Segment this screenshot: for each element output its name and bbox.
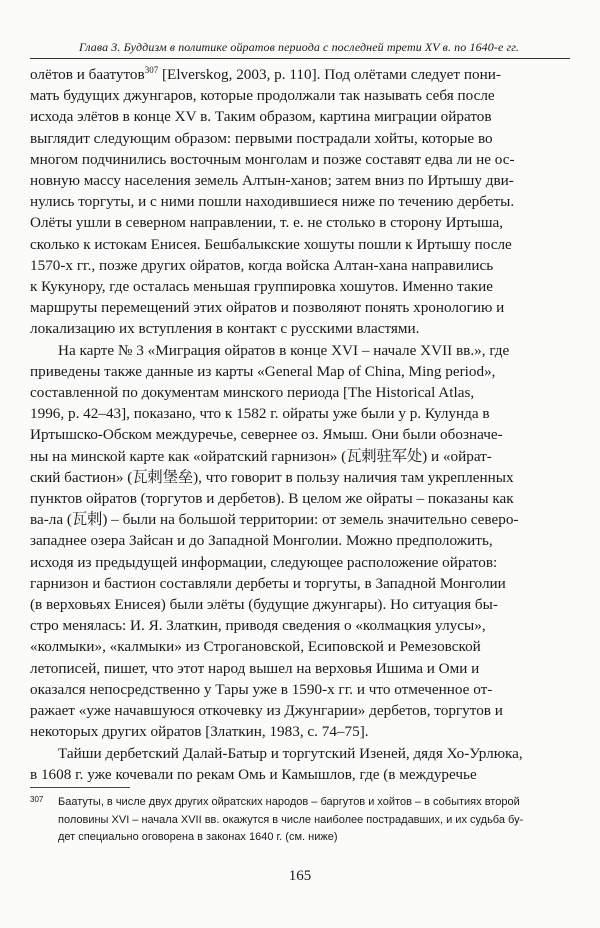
footnote (30, 794, 568, 847)
text-line: локализацию их вступления в контакт с русскими властями. (30, 320, 420, 338)
text-line: многом подчинились восточным монголам и позже составят едва ли не ос- (30, 150, 515, 168)
footnote-line: половины XVI – начала XVII вв. окажутся в числе наиболее пострадавших, и их судьба бу- (58, 813, 524, 826)
footnote-line: дет специально оговорена в законах 1640 г. (см. ниже) (58, 831, 338, 843)
text-line: нулись торгуты, и с ними пошли находившиеся ниже по течению дербеты. (30, 193, 515, 211)
text-line: оказался непосредственно у Тары уже в 1590-х гг. и что отмеченное от- (30, 680, 493, 698)
text-line: сколько к истокам Енисея. Бешбалыкские хошуты пошли к Иртышу после (30, 235, 512, 253)
text-line: Тайши дербетский Далай-Батыр и торгутский Изеней, дядя Хо-Урлюка, (58, 744, 523, 762)
text-line: На карте № 3 «Миграция ойратов в конце XVI – начале XVII вв.», где (58, 341, 510, 359)
footnote-ref: 307 (144, 64, 159, 75)
text-line: к Кукунору, где осталась меньшая группировка хошутов. Именно такие (30, 278, 493, 296)
text-line: ражает «уже начавшуюся откочевку из Джунгарии» дербетов, торгутов и (30, 702, 503, 720)
text-line: гарнизон и бастион составляли дербеты и торгуты, в Западной Монголии (30, 574, 506, 592)
text-line: ны на минской карте как «ойратский гарнизон» (瓦剌驻军处) и «ойрат- (30, 447, 492, 465)
paragraph-2 (30, 340, 570, 743)
text-line: некоторых других ойратов [Златкин, 1983, с. 74–75]. (30, 723, 369, 741)
paragraph-1 (30, 64, 570, 340)
text-line: исходя из предыдущей информации, следующее расположение ойратов: (30, 553, 498, 571)
footnote-line: Баатуты, в числе двух других ойратских народов – баргутов и хойтов – в событиях второй (58, 796, 520, 808)
text-line: западнее озера Зайсан и до Западной Монголии. Можно предположить, (30, 532, 493, 550)
header-rule (30, 58, 570, 59)
text-line: 1996, p. 42–43], показано, что к 1582 г. ойраты уже были у р. Кулунда в (30, 405, 490, 423)
text-line: исхода элётов в конце XV в. Таким образом, картина миграции ойратов (30, 108, 492, 126)
footnote-rule (30, 787, 130, 788)
text-line: (в верховьях Енисея) были элёты (будущие джунгары). Но ситуация бы- (30, 596, 498, 614)
text-line: Олёты ушли в северном направлении, т. е. не столько в сторону Иртыша, (30, 214, 504, 232)
text-line: 1570-х гг., позже других ойратов, когда войска Алтан-хана направились (30, 256, 494, 274)
running-head: Глава 3. Буддизм в политике ойратов периода с последней трети XV в. по 1640-е гг. (79, 40, 519, 54)
text-line: «колмыки», «калмыки» из Строгановской, Есиповской и Ремезовской (30, 638, 481, 656)
text-line: стро менялась: И. Я. Златкин, приводя сведения о «колмацкия улусы», (30, 617, 486, 635)
text-line: пунктов ойратов (торгутов и дербетов). В целом же ойраты – показаны как (30, 490, 514, 508)
footnote-number: 307 (30, 795, 44, 804)
text-line: олётов и баатутов$^{307}$ [Elverskog, 2003, p. 110]. Под олётами следует пони- (30, 64, 501, 83)
text-line: составленной по документам минского периода [The Historical Atlas, (30, 384, 475, 402)
text-line: мать будущих джунгаров, которые продолжали так называть себя после (30, 87, 495, 105)
main-text (30, 64, 570, 785)
text-line: приведены также данные из карты «General Map of China, Ming period», (30, 362, 496, 380)
text-line: новную массу населения земель Алтын-ханов; затем вниз по Иртышу дви- (30, 172, 514, 190)
text-line: ва-ла (瓦剌) – были на большой территории: от земель значительно северо- (30, 511, 519, 529)
page-number: 165 (288, 868, 312, 884)
paragraph-3 (30, 743, 570, 785)
text-line: Иртышско-Обском междуречье, севернее оз. Ямыш. Они были обозначе- (30, 426, 503, 444)
text-line: летописей, пишет, что этот народ вышел на верховья Ишима и Оми и (30, 659, 480, 677)
text-line: выглядит следующим образом: первыми пострадали хойты, которые во (30, 129, 493, 147)
text-line: в 1608 г. уже кочевали по рекам Омь и Камышлов, где (в междуречье (30, 765, 477, 783)
text-line: маршруты перемещений этих ойратов и позволяют понять хронологию и (30, 299, 505, 317)
text-line: ский бастион» (瓦剌堡垒), что говорит в пользу наличия там укрепленных (30, 468, 514, 486)
